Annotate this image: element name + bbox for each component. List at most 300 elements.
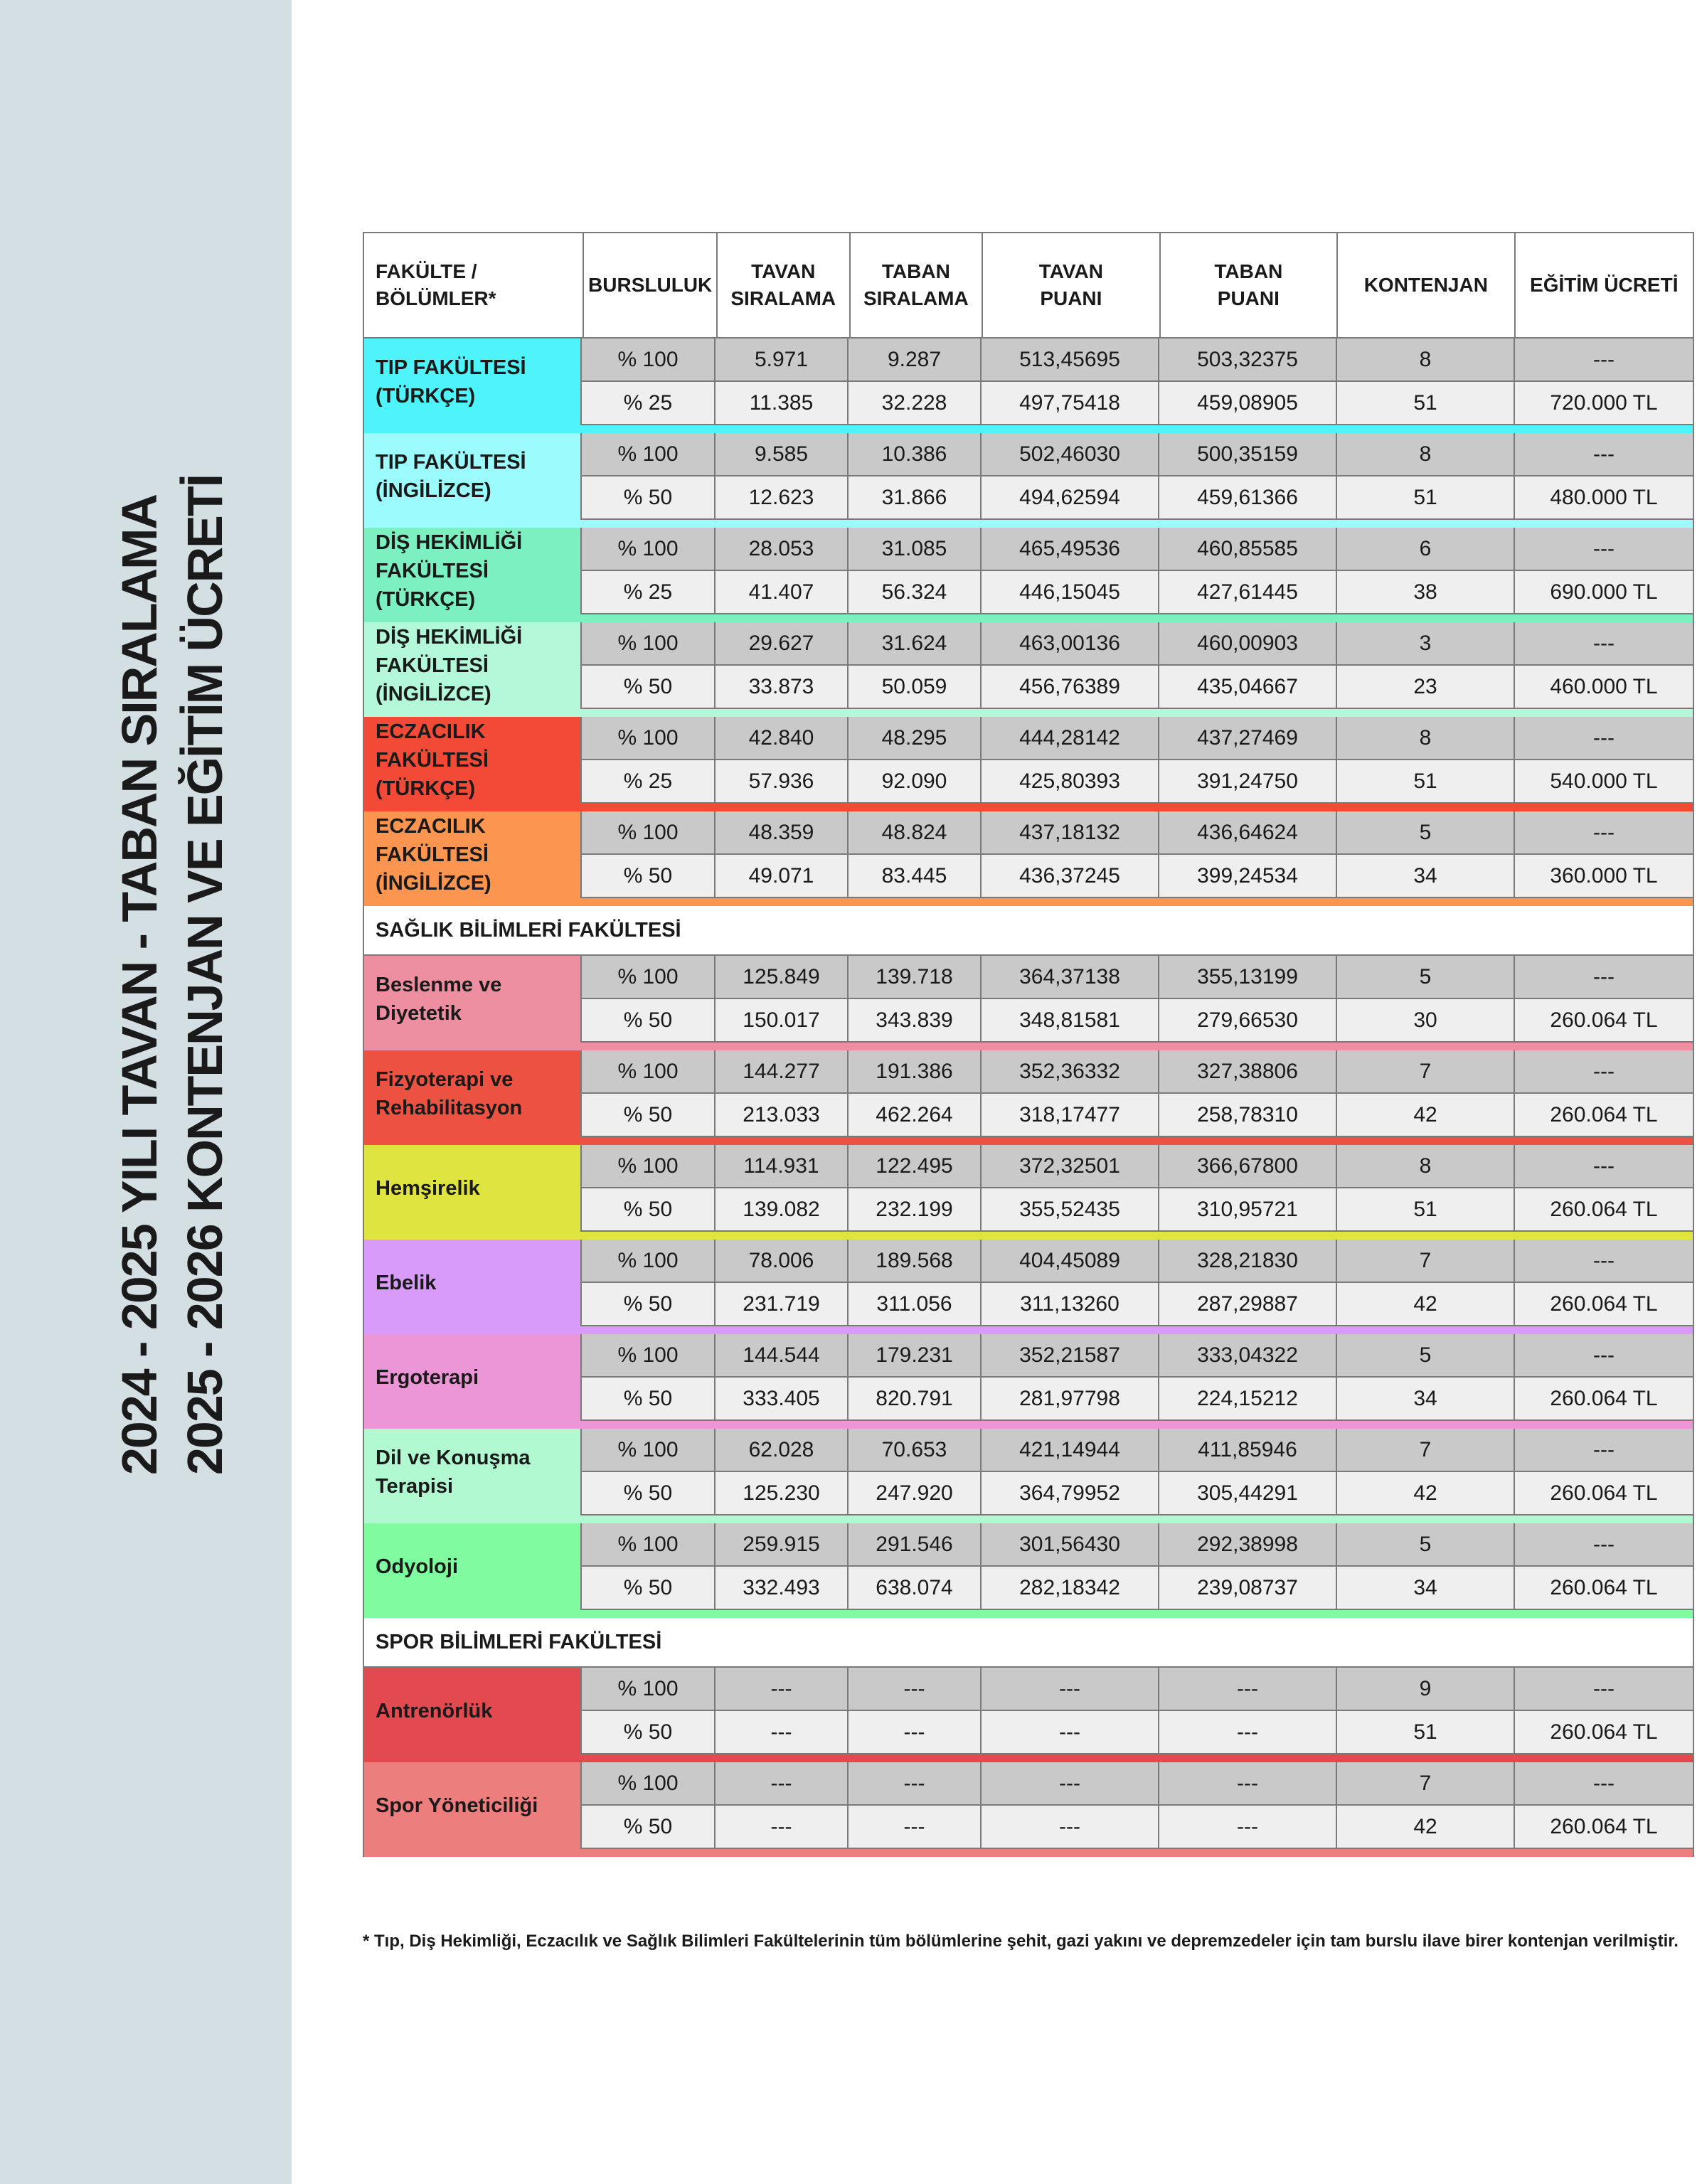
cell-base-score: 399,24534: [1159, 855, 1337, 898]
cell-base-score: 355,13199: [1159, 956, 1337, 999]
cell-top-rank: ---: [716, 1711, 849, 1754]
cell-base-rank: 232.199: [849, 1188, 982, 1232]
cell-base-score: 459,61366: [1159, 476, 1337, 520]
cell-base-rank: 311.056: [849, 1283, 982, 1326]
cell-scholarship: % 25: [582, 571, 716, 614]
program-block: [363, 956, 1694, 1043]
cell-top-score: 281,97798: [982, 1378, 1159, 1421]
table-row: [582, 1188, 1693, 1232]
cell-top-rank: 144.277: [716, 1050, 849, 1094]
cell-top-score: 282,18342: [982, 1567, 1159, 1610]
cell-base-rank: 70.653: [849, 1429, 982, 1472]
cell-top-score: ---: [982, 1668, 1159, 1711]
cell-base-score: 435,04667: [1159, 666, 1337, 709]
cell-quota: 3: [1337, 622, 1515, 666]
cell-scholarship: % 50: [582, 1378, 716, 1421]
cell-quota: 42: [1337, 1094, 1515, 1137]
program-block: [363, 1240, 1694, 1326]
cell-top-rank: 11.385: [716, 382, 849, 425]
cell-top-rank: 114.931: [716, 1145, 849, 1188]
cell-fee: ---: [1515, 1668, 1693, 1711]
cell-base-rank: 50.059: [849, 666, 982, 709]
cell-top-rank: ---: [716, 1762, 849, 1806]
cell-base-rank: 189.568: [849, 1240, 982, 1283]
cell-base-rank: ---: [849, 1762, 982, 1806]
cell-scholarship: % 50: [582, 999, 716, 1043]
table-row: [582, 1806, 1693, 1849]
table-row: [582, 476, 1693, 520]
cell-top-score: 301,56430: [982, 1523, 1159, 1567]
section-heading: SAĞLIK BİLİMLERİ FAKÜLTESİ: [363, 906, 1694, 956]
cell-scholarship: % 100: [582, 1050, 716, 1094]
program-label: ECZACILIK FAKÜLTESİ (TÜRKÇE): [364, 717, 582, 804]
table-row: [582, 382, 1693, 425]
cell-quota: 8: [1337, 433, 1515, 476]
table-row: [582, 1429, 1693, 1472]
cell-quota: 5: [1337, 811, 1515, 855]
cell-base-score: ---: [1159, 1668, 1337, 1711]
cell-base-score: 224,15212: [1159, 1378, 1337, 1421]
cell-top-score: 364,37138: [982, 956, 1159, 999]
vertical-title: [107, 474, 249, 1475]
cell-scholarship: % 100: [582, 1523, 716, 1567]
program-block: [363, 1334, 1694, 1421]
cell-base-rank: 343.839: [849, 999, 982, 1043]
program-label: DİŞ HEKİMLİĞİ FAKÜLTESİ (TÜRKÇE): [364, 528, 582, 614]
cell-top-score: 444,28142: [982, 717, 1159, 760]
cell-fee: 260.064 TL: [1515, 1378, 1693, 1421]
cell-top-score: 364,79952: [982, 1472, 1159, 1516]
cell-quota: 38: [1337, 571, 1515, 614]
cell-base-score: 239,08737: [1159, 1567, 1337, 1610]
program-label: DİŞ HEKİMLİĞİ FAKÜLTESİ (İNGİLİZCE): [364, 622, 582, 709]
cell-top-score: 494,62594: [982, 476, 1159, 520]
cell-top-score: 502,46030: [982, 433, 1159, 476]
cell-base-score: 287,29887: [1159, 1283, 1337, 1326]
program-block: [363, 811, 1694, 898]
cell-scholarship: % 100: [582, 622, 716, 666]
table-row: [582, 760, 1693, 804]
table-row: [582, 1711, 1693, 1754]
cell-scholarship: % 100: [582, 339, 716, 382]
program-label: ECZACILIK FAKÜLTESİ (İNGİLİZCE): [364, 811, 582, 898]
cell-scholarship: % 100: [582, 1240, 716, 1283]
cell-top-score: ---: [982, 1711, 1159, 1754]
cell-scholarship: % 100: [582, 1145, 716, 1188]
table-row: [582, 717, 1693, 760]
cell-top-rank: 125.230: [716, 1472, 849, 1516]
cell-base-rank: 247.920: [849, 1472, 982, 1516]
header-top-rank: TAVAN SIRALAMA: [718, 233, 851, 337]
cell-top-rank: 150.017: [716, 999, 849, 1043]
cell-top-score: 446,15045: [982, 571, 1159, 614]
cell-scholarship: % 50: [582, 1711, 716, 1754]
cell-scholarship: % 50: [582, 476, 716, 520]
table-row: [582, 1668, 1693, 1711]
cell-fee: 720.000 TL: [1515, 382, 1693, 425]
cell-quota: 6: [1337, 528, 1515, 571]
cell-quota: 42: [1337, 1806, 1515, 1849]
cell-top-rank: ---: [716, 1668, 849, 1711]
color-separator: [363, 614, 1694, 622]
cell-top-rank: 48.359: [716, 811, 849, 855]
cell-top-rank: 139.082: [716, 1188, 849, 1232]
cell-top-score: 318,17477: [982, 1094, 1159, 1137]
program-label: TIP FAKÜLTESİ (İNGİLİZCE): [364, 433, 582, 520]
cell-scholarship: % 100: [582, 956, 716, 999]
ranking-table: [363, 232, 1694, 1857]
cell-base-rank: ---: [849, 1806, 982, 1849]
cell-base-score: 460,85585: [1159, 528, 1337, 571]
cell-fee: 460.000 TL: [1515, 666, 1693, 709]
header-quota: KONTENJAN: [1338, 233, 1515, 337]
color-separator: [363, 1610, 1694, 1618]
cell-scholarship: % 50: [582, 1472, 716, 1516]
cell-top-score: 456,76389: [982, 666, 1159, 709]
cell-base-rank: 291.546: [849, 1523, 982, 1567]
program-block: [363, 1668, 1694, 1754]
table-header: [363, 232, 1694, 339]
cell-scholarship: % 100: [582, 433, 716, 476]
cell-fee: ---: [1515, 811, 1693, 855]
cell-top-score: 355,52435: [982, 1188, 1159, 1232]
program-block: [363, 717, 1694, 804]
color-separator: [363, 425, 1694, 433]
cell-quota: 9: [1337, 1668, 1515, 1711]
cell-top-rank: 12.623: [716, 476, 849, 520]
cell-top-rank: 5.971: [716, 339, 849, 382]
table-body: [363, 339, 1694, 1857]
cell-base-rank: 31.624: [849, 622, 982, 666]
cell-top-score: 463,00136: [982, 622, 1159, 666]
cell-top-rank: 333.405: [716, 1378, 849, 1421]
cell-scholarship: % 100: [582, 1762, 716, 1806]
cell-top-rank: 213.033: [716, 1094, 849, 1137]
cell-scholarship: % 100: [582, 1668, 716, 1711]
cell-top-rank: 41.407: [716, 571, 849, 614]
header-top-score: TAVAN PUANI: [983, 233, 1160, 337]
cell-fee: ---: [1515, 1240, 1693, 1283]
color-separator: [363, 1849, 1694, 1857]
color-separator: [363, 1137, 1694, 1145]
cell-base-rank: 31.866: [849, 476, 982, 520]
header-faculty: FAKÜLTE / BÖLÜMLER*: [364, 233, 584, 337]
cell-fee: ---: [1515, 1523, 1693, 1567]
color-separator: [363, 520, 1694, 528]
cell-base-score: ---: [1159, 1762, 1337, 1806]
cell-top-score: 425,80393: [982, 760, 1159, 804]
header-fee: EĞİTİM ÜCRETİ: [1530, 274, 1679, 296]
header-scholarship: BURSLULUK: [584, 233, 718, 337]
cell-fee: 260.064 TL: [1515, 1094, 1693, 1137]
table-row: [582, 666, 1693, 709]
program-block: [363, 1762, 1694, 1849]
cell-base-score: 305,44291: [1159, 1472, 1337, 1516]
cell-base-rank: 56.324: [849, 571, 982, 614]
cell-top-rank: 125.849: [716, 956, 849, 999]
cell-base-score: 327,38806: [1159, 1050, 1337, 1094]
cell-base-score: 460,00903: [1159, 622, 1337, 666]
cell-base-score: 437,27469: [1159, 717, 1337, 760]
cell-scholarship: % 50: [582, 1567, 716, 1610]
table-row: [582, 339, 1693, 382]
cell-top-rank: 28.053: [716, 528, 849, 571]
cell-top-rank: 78.006: [716, 1240, 849, 1283]
cell-base-rank: 83.445: [849, 855, 982, 898]
cell-scholarship: % 50: [582, 1283, 716, 1326]
color-separator: [363, 1232, 1694, 1240]
cell-base-rank: 122.495: [849, 1145, 982, 1188]
table-row: [582, 571, 1693, 614]
program-block: [363, 1145, 1694, 1232]
cell-fee: 260.064 TL: [1515, 1188, 1693, 1232]
cell-fee: 480.000 TL: [1515, 476, 1693, 520]
cell-quota: 8: [1337, 717, 1515, 760]
cell-fee: ---: [1515, 339, 1693, 382]
cell-fee: ---: [1515, 1050, 1693, 1094]
cell-base-rank: 9.287: [849, 339, 982, 382]
table-row: [582, 1240, 1693, 1283]
table-row: [582, 811, 1693, 855]
cell-quota: 34: [1337, 1378, 1515, 1421]
program-block: [363, 1050, 1694, 1137]
table-row: [582, 956, 1693, 999]
cell-top-score: 513,45695: [982, 339, 1159, 382]
cell-fee: 260.064 TL: [1515, 999, 1693, 1043]
cell-base-rank: 820.791: [849, 1378, 982, 1421]
cell-scholarship: % 100: [582, 811, 716, 855]
cell-base-rank: 92.090: [849, 760, 982, 804]
cell-fee: ---: [1515, 956, 1693, 999]
cell-base-rank: 179.231: [849, 1334, 982, 1378]
header-base-rank: TABAN SIRALAMA: [851, 233, 984, 337]
cell-scholarship: % 100: [582, 1429, 716, 1472]
cell-top-score: 421,14944: [982, 1429, 1159, 1472]
cell-quota: 7: [1337, 1762, 1515, 1806]
cell-top-rank: 62.028: [716, 1429, 849, 1472]
color-separator: [363, 1516, 1694, 1523]
program-label: Antrenörlük: [364, 1668, 582, 1754]
program-block: [363, 1429, 1694, 1516]
cell-base-rank: ---: [849, 1668, 982, 1711]
program-label: Dil ve Konuşma Terapisi: [364, 1429, 582, 1516]
cell-base-score: 310,95721: [1159, 1188, 1337, 1232]
cell-fee: 260.064 TL: [1515, 1472, 1693, 1516]
cell-top-rank: 259.915: [716, 1523, 849, 1567]
cell-base-rank: 48.824: [849, 811, 982, 855]
table-row: [582, 528, 1693, 571]
cell-quota: 7: [1337, 1429, 1515, 1472]
cell-quota: 51: [1337, 476, 1515, 520]
cell-quota: 34: [1337, 1567, 1515, 1610]
table-row: [582, 1283, 1693, 1326]
cell-fee: 360.000 TL: [1515, 855, 1693, 898]
cell-base-score: 292,38998: [1159, 1523, 1337, 1567]
cell-fee: 690.000 TL: [1515, 571, 1693, 614]
cell-base-score: 503,32375: [1159, 339, 1337, 382]
program-block: [363, 528, 1694, 614]
cell-top-rank: 231.719: [716, 1283, 849, 1326]
cell-quota: 5: [1337, 1523, 1515, 1567]
cell-quota: 30: [1337, 999, 1515, 1043]
cell-top-rank: 33.873: [716, 666, 849, 709]
cell-top-score: 372,32501: [982, 1145, 1159, 1188]
title-line-1: 2024 - 2025 YILI TAVAN - TABAN SIRALAMA: [112, 495, 167, 1475]
cell-fee: 260.064 TL: [1515, 1806, 1693, 1849]
cell-quota: 42: [1337, 1472, 1515, 1516]
header-base-score: TABAN PUANI: [1161, 233, 1338, 337]
cell-fee: ---: [1515, 1429, 1693, 1472]
cell-base-rank: 462.264: [849, 1094, 982, 1137]
cell-base-rank: 48.295: [849, 717, 982, 760]
table-row: [582, 1145, 1693, 1188]
cell-quota: 34: [1337, 855, 1515, 898]
cell-scholarship: % 100: [582, 717, 716, 760]
table-row: [582, 1762, 1693, 1806]
cell-scholarship: % 25: [582, 382, 716, 425]
program-block: [363, 433, 1694, 520]
cell-scholarship: % 100: [582, 1334, 716, 1378]
table-row: [582, 999, 1693, 1043]
cell-top-score: 404,45089: [982, 1240, 1159, 1283]
cell-top-rank: 9.585: [716, 433, 849, 476]
cell-base-score: ---: [1159, 1711, 1337, 1754]
cell-base-score: 328,21830: [1159, 1240, 1337, 1283]
cell-top-score: ---: [982, 1762, 1159, 1806]
program-label: Odyoloji: [364, 1523, 582, 1610]
cell-quota: 8: [1337, 1145, 1515, 1188]
cell-fee: 260.064 TL: [1515, 1283, 1693, 1326]
cell-quota: 42: [1337, 1283, 1515, 1326]
program-label: Ergoterapi: [364, 1334, 582, 1421]
table-row: [582, 1050, 1693, 1094]
table-row: [582, 1472, 1693, 1516]
color-separator: [363, 1043, 1694, 1050]
cell-fee: ---: [1515, 528, 1693, 571]
cell-fee: ---: [1515, 433, 1693, 476]
cell-top-score: 352,36332: [982, 1050, 1159, 1094]
table-row: [582, 622, 1693, 666]
cell-quota: 7: [1337, 1240, 1515, 1283]
section-heading: SPOR BİLİMLERİ FAKÜLTESİ: [363, 1618, 1694, 1668]
cell-base-rank: 10.386: [849, 433, 982, 476]
cell-base-score: 411,85946: [1159, 1429, 1337, 1472]
program-label: TIP FAKÜLTESİ (TÜRKÇE): [364, 339, 582, 425]
program-block: [363, 339, 1694, 425]
cell-fee: ---: [1515, 717, 1693, 760]
cell-base-score: 427,61445: [1159, 571, 1337, 614]
cell-top-rank: 332.493: [716, 1567, 849, 1610]
footnote: * Tıp, Diş Hekimliği, Eczacılık ve Sağlık Bilimleri Fakültelerinin tüm bölümlerine şehit, gazi yakını ve depremzedeler için tam burslu ilave birer kontenjan verilmiştir.: [363, 1932, 1679, 1951]
cell-quota: 8: [1337, 339, 1515, 382]
cell-top-score: ---: [982, 1806, 1159, 1849]
color-separator: [363, 804, 1694, 811]
cell-fee: 260.064 TL: [1515, 1711, 1693, 1754]
color-separator: [363, 898, 1694, 906]
cell-top-rank: ---: [716, 1806, 849, 1849]
cell-base-score: 279,66530: [1159, 999, 1337, 1043]
cell-top-rank: 42.840: [716, 717, 849, 760]
cell-fee: 540.000 TL: [1515, 760, 1693, 804]
cell-top-score: 436,37245: [982, 855, 1159, 898]
cell-quota: 51: [1337, 382, 1515, 425]
cell-top-score: 311,13260: [982, 1283, 1159, 1326]
program-label: Beslenme ve Diyetetik: [364, 956, 582, 1043]
cell-top-score: 497,75418: [982, 382, 1159, 425]
cell-scholarship: % 100: [582, 528, 716, 571]
cell-quota: 23: [1337, 666, 1515, 709]
program-label: Fizyoterapi ve Rehabilitasyon: [364, 1050, 582, 1137]
program-label: Ebelik: [364, 1240, 582, 1326]
cell-fee: ---: [1515, 1762, 1693, 1806]
cell-base-score: 366,67800: [1159, 1145, 1337, 1188]
cell-quota: 51: [1337, 1711, 1515, 1754]
cell-base-rank: ---: [849, 1711, 982, 1754]
cell-base-score: 258,78310: [1159, 1094, 1337, 1137]
cell-top-score: 465,49536: [982, 528, 1159, 571]
cell-scholarship: % 50: [582, 1806, 716, 1849]
table-row: [582, 1094, 1693, 1137]
cell-base-rank: 31.085: [849, 528, 982, 571]
cell-top-score: 352,21587: [982, 1334, 1159, 1378]
cell-fee: ---: [1515, 1145, 1693, 1188]
program-label: Hemşirelik: [364, 1145, 582, 1232]
cell-base-score: ---: [1159, 1806, 1337, 1849]
cell-base-rank: 32.228: [849, 382, 982, 425]
table-row: [582, 1378, 1693, 1421]
color-separator: [363, 1754, 1694, 1762]
color-separator: [363, 709, 1694, 717]
table-row: [582, 1334, 1693, 1378]
cell-top-rank: 49.071: [716, 855, 849, 898]
cell-top-score: 437,18132: [982, 811, 1159, 855]
table-row: [582, 855, 1693, 898]
cell-quota: 51: [1337, 1188, 1515, 1232]
program-block: [363, 622, 1694, 709]
cell-scholarship: % 50: [582, 1094, 716, 1137]
cell-scholarship: % 50: [582, 855, 716, 898]
title-line-2: 2025 - 2026 KONTENJAN VE EĞİTİM ÜCRETİ: [177, 474, 233, 1475]
cell-fee: ---: [1515, 622, 1693, 666]
cell-top-rank: 144.544: [716, 1334, 849, 1378]
cell-fee: ---: [1515, 1334, 1693, 1378]
cell-scholarship: % 50: [582, 1188, 716, 1232]
cell-base-score: 333,04322: [1159, 1334, 1337, 1378]
cell-base-score: 500,35159: [1159, 433, 1337, 476]
program-label: Spor Yöneticiliği: [364, 1762, 582, 1849]
cell-base-rank: 638.074: [849, 1567, 982, 1610]
cell-quota: 51: [1337, 760, 1515, 804]
color-separator: [363, 1326, 1694, 1334]
table-row: [582, 1523, 1693, 1567]
cell-top-rank: 57.936: [716, 760, 849, 804]
cell-quota: 5: [1337, 956, 1515, 999]
color-separator: [363, 1421, 1694, 1429]
cell-base-score: 459,08905: [1159, 382, 1337, 425]
program-block: [363, 1523, 1694, 1610]
cell-fee: 260.064 TL: [1515, 1567, 1693, 1610]
table-row: [582, 1567, 1693, 1610]
cell-scholarship: % 25: [582, 760, 716, 804]
cell-top-rank: 29.627: [716, 622, 849, 666]
cell-top-score: 348,81581: [982, 999, 1159, 1043]
cell-base-score: 436,64624: [1159, 811, 1337, 855]
cell-quota: 7: [1337, 1050, 1515, 1094]
table-row: [582, 433, 1693, 476]
cell-base-rank: 191.386: [849, 1050, 982, 1094]
cell-base-rank: 139.718: [849, 956, 982, 999]
cell-quota: 5: [1337, 1334, 1515, 1378]
